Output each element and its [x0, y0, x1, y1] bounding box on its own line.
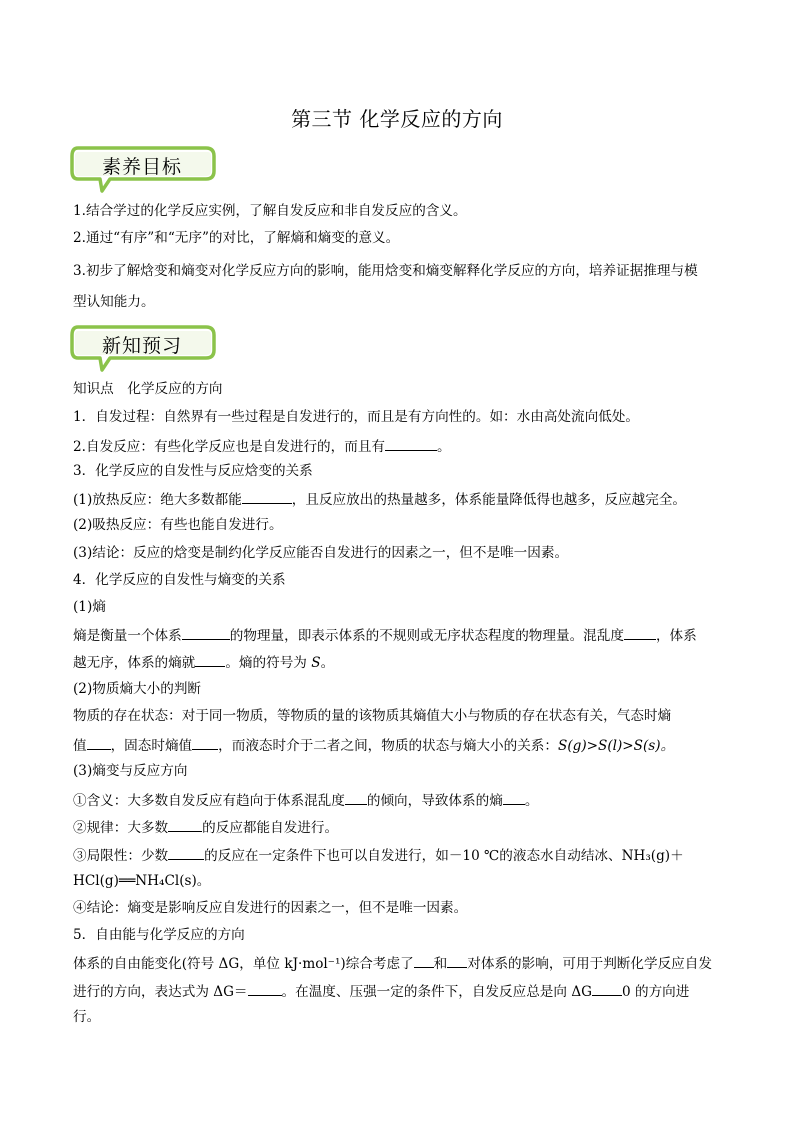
text: (1)放热反应：绝大多数都能 [73, 492, 242, 508]
entropy-symbol: S [311, 655, 321, 671]
fill-blank [624, 625, 656, 640]
text: ，且反应放出的热量越多，体系能量降低得也越多，反应越完全。 [291, 492, 687, 508]
goal-1: 1.结合学过的化学反应实例，了解自发反应和非自发反应的含义。 [73, 203, 467, 219]
section-4-3: (3)熵变与反应方向 [73, 763, 188, 779]
text: ，固态时熵值 [110, 738, 193, 754]
section-badge-preview [70, 322, 218, 374]
fill-blank [168, 817, 202, 832]
text: 值 [73, 738, 87, 754]
section-4-3-3 [73, 845, 733, 865]
section-2 [73, 436, 733, 456]
section-1: 1．自发过程：自然界有一些过程是自发进行的，而且是有方向性的。如：水由高处流向低处。 [73, 409, 639, 425]
section-4-1-line-2 [73, 652, 733, 672]
text: 对体系的影响，可用于判断化学反应自发 [467, 956, 712, 972]
text: ①含义：大多数自发反应有趋向于体系混乱度 [73, 793, 345, 809]
badge-label: 新知预习 [101, 335, 182, 357]
text: 越无序，体系的熵就 [73, 655, 196, 671]
fill-blank [192, 735, 218, 750]
badge-label: 素养目标 [101, 156, 182, 178]
fill-blank [447, 953, 467, 968]
section-3: 3．化学反应的自发性与反应焓变的关系 [73, 463, 313, 479]
text: 。 [524, 793, 539, 809]
section-4-1-line-1 [73, 625, 733, 645]
section-3-2: (2)吸热反应：有些也能自发进行。 [73, 517, 283, 533]
fill-blank [87, 735, 111, 750]
goal-2: 2.通过“有序”和“无序”的对比，了解熵和熵变的意义。 [73, 230, 400, 246]
fill-blank [592, 981, 622, 996]
page-title: 第三节 化学反应的方向 [291, 107, 503, 131]
text: ，体系 [655, 628, 697, 644]
text: 的倾向，导致体系的熵 [366, 793, 503, 809]
section-4-3-3-line-2: HCl(g)══NH₄Cl(s)。 [73, 873, 211, 889]
text: ②规律：大多数 [73, 820, 169, 836]
section-3-3: (3)结论：反应的焓变是制约化学反应能否自发进行的因素之一，但不是唯一因素。 [73, 545, 569, 561]
section-5: 5．自由能与化学反应的方向 [73, 927, 245, 943]
fill-blank [182, 625, 230, 640]
text: ，而液态时介于二者之间，物质的状态与熵大小的关系： [218, 738, 558, 754]
fill-blank [503, 790, 525, 805]
fill-blank [242, 489, 292, 504]
section-5-line-2 [73, 981, 733, 1001]
section-3-1 [73, 489, 733, 509]
fill-blank [414, 953, 434, 968]
fill-blank [195, 652, 225, 667]
text: 体系的自由能变化(符号 ΔG，单位 kJ·mol⁻¹)综合考虑了 [73, 956, 414, 972]
section-4-3-1 [73, 790, 733, 810]
section-4-2-line-1: 物质的存在状态：对于同一物质，等物质的量的该物质其熵值大小与物质的存在状态有关，气态时熵 [73, 708, 672, 724]
text: 进行的方向，表达式为 ΔG＝ [73, 984, 248, 1000]
text: 。 [437, 439, 451, 455]
state-entropy-relation: S(g)>S(l)>S(s)。 [558, 738, 675, 754]
text: 的物理量，即表示体系的不规则或无序状态程度的物理量。混乱度 [229, 628, 624, 644]
section-4-2: (2)物质熵大小的判断 [73, 681, 202, 697]
text: 和 [433, 956, 448, 972]
section-4-2-line-2 [73, 735, 733, 755]
fill-blank [385, 436, 437, 451]
section-5-line-1 [73, 953, 733, 973]
fill-blank [168, 845, 204, 860]
fill-blank [248, 981, 282, 996]
text: 。熵的符号为 [225, 655, 312, 671]
text: 。在温度、压强一定的条件下，自发反应总是向 ΔG [281, 984, 592, 1000]
section-4: 4．化学反应的自发性与熵变的关系 [73, 572, 286, 588]
section-4-3-2 [73, 817, 733, 837]
section-5-line-3: 行。 [73, 1009, 101, 1025]
goal-3-line-2: 型认知能力。 [73, 294, 155, 310]
section-badge-goals [70, 143, 218, 195]
fill-blank [345, 790, 367, 805]
text: 2.自发反应：有些化学反应也是自发进行的，而且有 [73, 439, 386, 455]
goal-3-line-1: 3.初步了解焓变和熵变对化学反应方向的影响，能用焓变和熵变解释化学反应的方向，培养证据推理与模 [73, 263, 698, 279]
section-4-1: (1)熵 [73, 599, 106, 615]
knowledge-point-title: 知识点 化学反应的方向 [73, 381, 223, 397]
text: 0 的方向进 [622, 984, 690, 1000]
text: 的反应在一定条件下也可以自发进行，如－10 ℃的液态水自动结冰、NH₃(g)＋ [204, 848, 684, 864]
text: ③局限性：少数 [73, 848, 169, 864]
text: 熵是衡量一个体系 [73, 628, 182, 644]
text: 。 [320, 655, 335, 671]
section-4-3-4: ④结论：熵变是影响反应自发进行的因素之一，但不是唯一因素。 [73, 900, 468, 916]
text: 的反应都能自发进行。 [202, 820, 339, 836]
